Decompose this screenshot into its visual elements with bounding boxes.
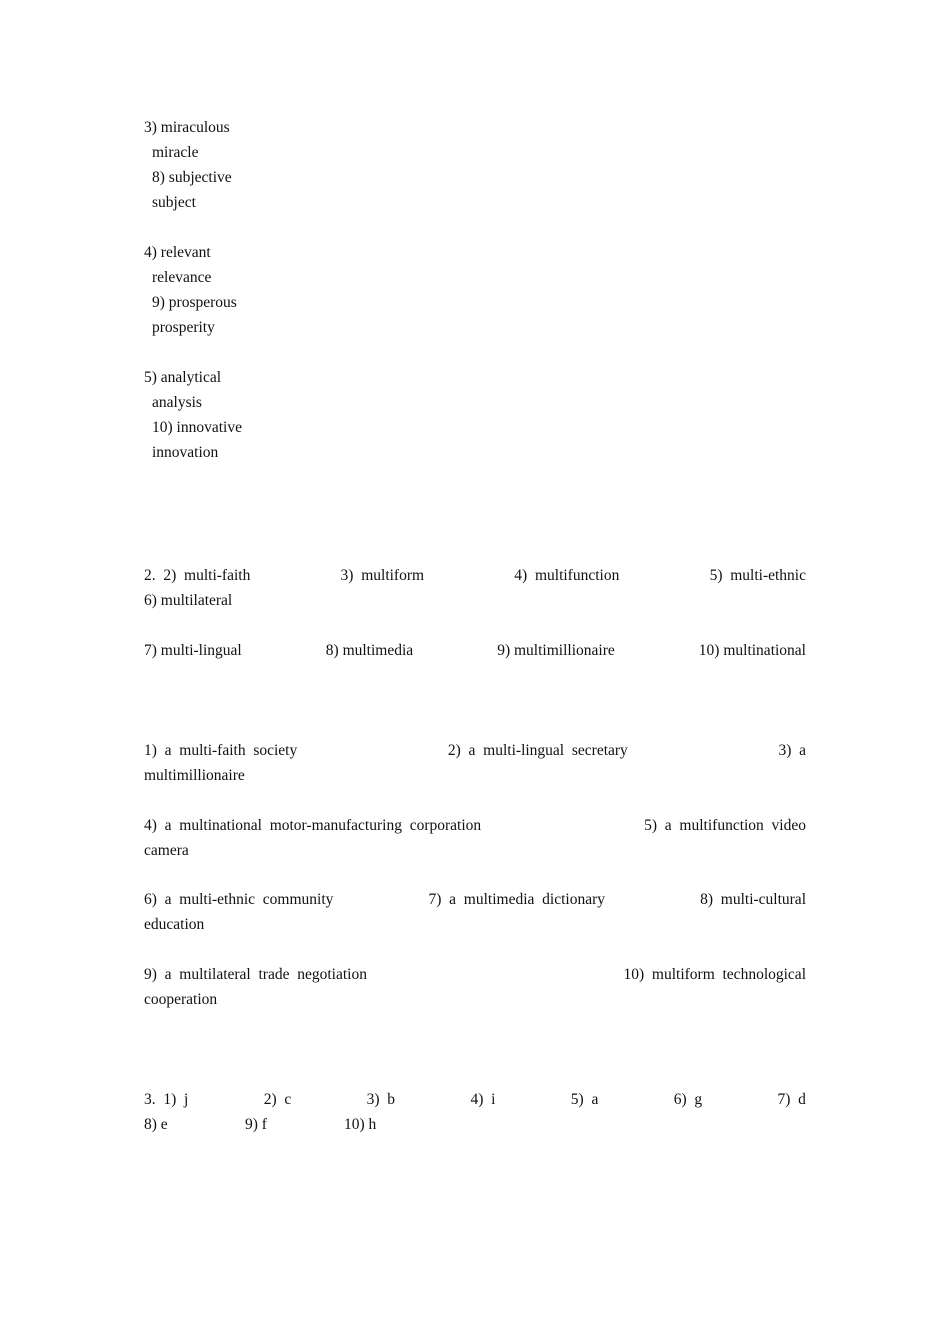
phrase-item: 7) a multimedia dictionary [428,891,605,908]
word-form-line: 8) subjective [152,169,232,186]
match-item: 10) h [344,1116,377,1133]
phrase-item: 10) multiform technological [623,966,806,983]
word-form-line: subject [152,194,196,211]
phrase-continuation: camera [144,842,189,859]
answer-item: 6) multilateral [144,592,233,609]
answer-item: 8) multimedia [325,642,414,659]
phrase-item: 9) a multilateral trade negotiation [144,966,367,983]
word-form-line: 4) relevant [144,244,211,261]
word-form-line: 5) analytical [144,369,222,386]
phrase-item: 3) a [778,742,806,759]
word-form-line: innovation [152,444,219,461]
match-item: 2) c [263,1091,292,1108]
answer-item: 5) multi-ethnic [709,567,806,584]
answer-row [144,566,806,586]
phrase-row [144,965,806,985]
phrase-item: 8) multi-cultural [700,891,806,908]
answer-row [144,641,806,661]
phrase-item: 1) a multi-faith society [144,742,298,759]
word-form-line: miracle [152,144,199,161]
match-item: 9) f [245,1116,267,1133]
match-row [144,1090,806,1110]
match-item: 3. 1) j [144,1091,189,1108]
phrase-row [144,816,806,836]
phrase-item: 5) a multifunction video [644,817,806,834]
phrase-continuation: cooperation [144,991,218,1008]
word-form-line: 3) miraculous [144,119,230,136]
answer-item: 10) multinational [698,642,806,659]
word-form-line: 9) prosperous [152,294,237,311]
match-item: 5) a [570,1091,599,1108]
phrase-row [144,741,806,761]
phrase-continuation: education [144,916,205,933]
word-form-line: relevance [152,269,212,286]
phrase-row [144,890,806,910]
word-form-line: analysis [152,394,202,411]
answer-item: 7) multi-lingual [144,642,242,659]
phrase-continuation: multimillionaire [144,767,245,784]
match-item: 6) g [673,1091,703,1108]
phrase-item: 2) a multi-lingual secretary [447,742,628,759]
answer-item: 3) multiform [340,567,425,584]
match-item: 4) i [470,1091,496,1108]
answer-item: 9) multimillionaire [497,642,615,659]
phrase-item: 6) a multi-ethnic community [144,891,334,908]
answer-item: 2. 2) multi-faith [144,567,251,584]
word-form-line: prosperity [152,319,215,336]
word-form-line: 10) innovative [152,419,242,436]
phrase-item: 4) a multinational motor-manufacturing corporation [144,817,482,834]
match-item: 3) b [366,1091,396,1108]
match-item: 8) e [144,1116,168,1133]
answer-item: 4) multifunction [514,567,620,584]
match-item: 7) d [777,1091,806,1108]
